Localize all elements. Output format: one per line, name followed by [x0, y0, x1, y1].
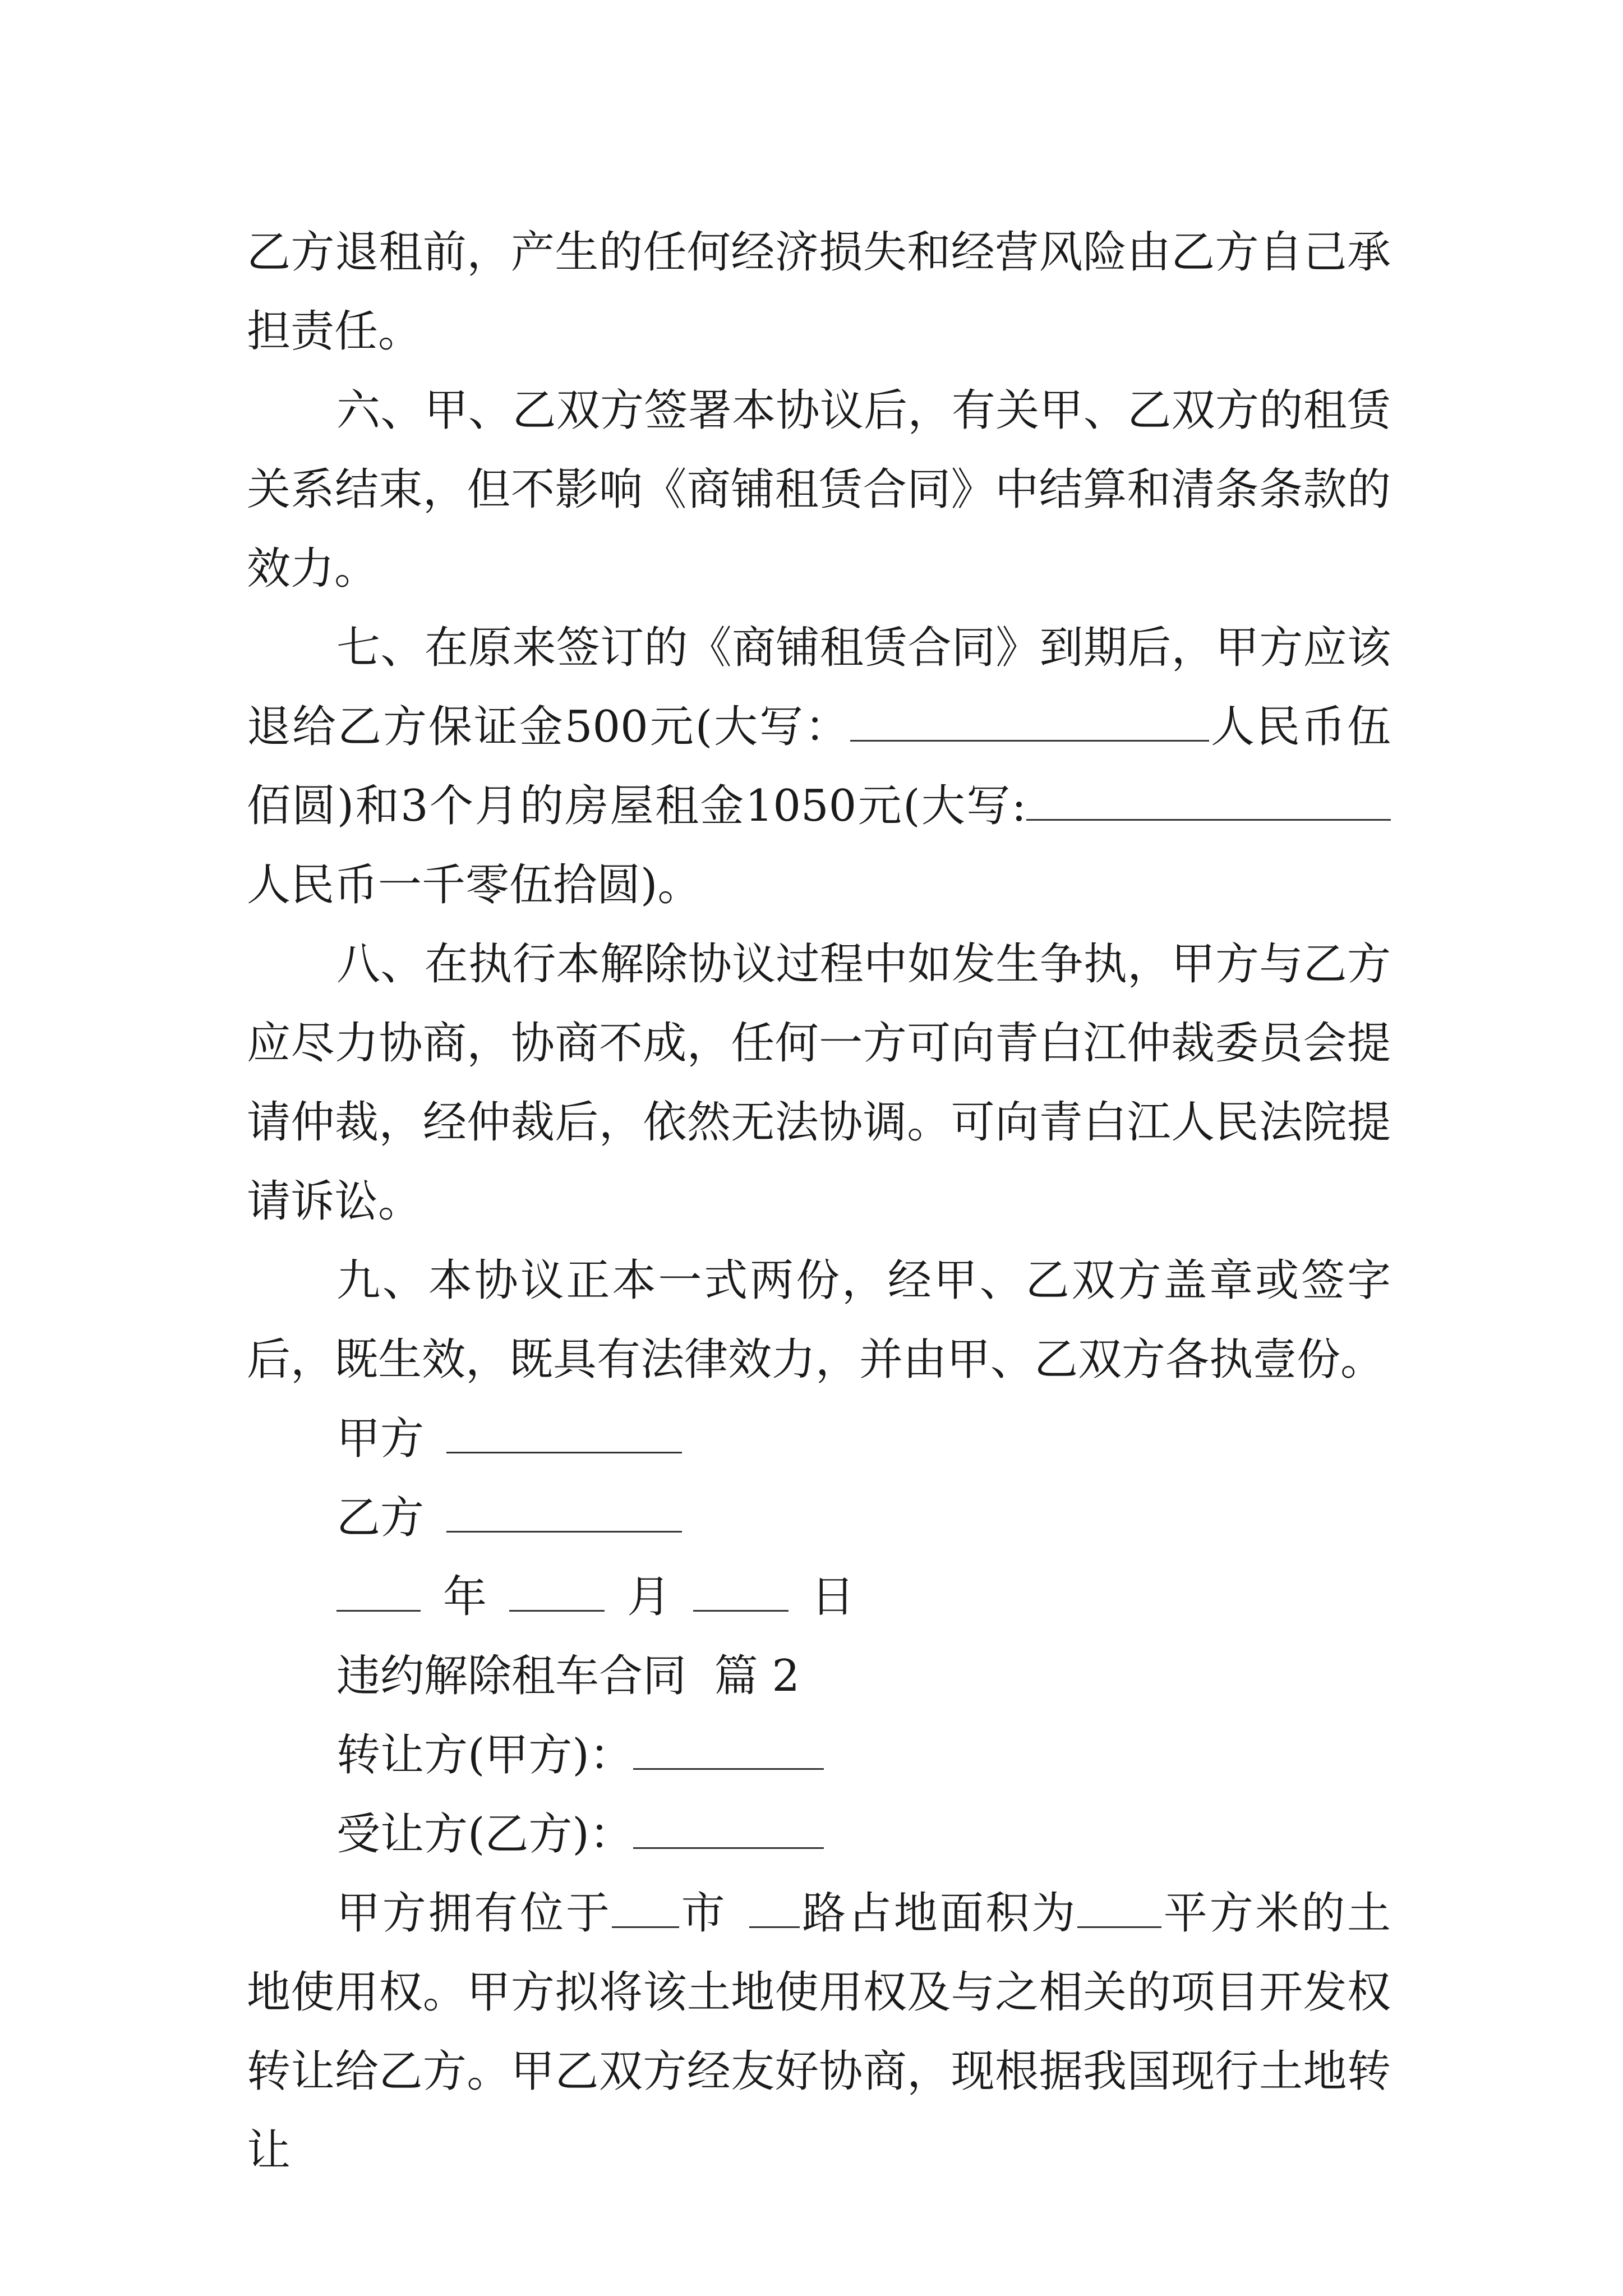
- transferee-line: [247, 1795, 1391, 1874]
- blank-road: [749, 1887, 800, 1928]
- transferee-label: 受让方(乙方)：: [336, 1809, 633, 1860]
- paragraph-clause-9: 九、本协议正本一式两份，经甲、乙双方盖章或签字后，既生效，既具有法律效力，并由甲、乙双方各执壹份。: [247, 1255, 1391, 1385]
- blank-month: [509, 1571, 605, 1612]
- intro-text-a: 甲方拥有位于: [336, 1888, 612, 1939]
- day-label: 日: [811, 1572, 855, 1622]
- blank-party-b: [446, 1492, 682, 1533]
- transferor-label: 转让方(甲方)：: [336, 1730, 633, 1780]
- signature-party-b: [247, 1479, 1391, 1558]
- paragraph-clause-6: 六、甲、乙双方签署本协议后，有关甲、乙双方的租赁关系结束，但不影响《商铺租赁合同》中结算和清条条款的效力。: [247, 385, 1391, 594]
- clause-7-text-b: 人民币伍佰圆)和3个月的房屋租金1050元(大写:: [247, 702, 1391, 831]
- paragraph-clause-7: [247, 609, 1391, 925]
- intro-text-b: 市: [679, 1888, 727, 1939]
- month-label: 月: [627, 1572, 671, 1622]
- intro-text-c: 路占地面积为: [800, 1888, 1077, 1939]
- blank-transferor: [633, 1729, 824, 1770]
- paragraph-section-2-intro: [247, 1874, 1391, 2191]
- blank-deposit-amount: [850, 701, 1209, 742]
- blank-city: [612, 1887, 679, 1928]
- section-2-title: 违约解除租车合同 篇 2: [336, 1651, 800, 1701]
- clause-7-text-a: 七、在原来签订的《商铺租赁合同》到期后，甲方应该退给乙方保证金500元(大写：: [247, 623, 1391, 752]
- intro-text-d: 平方米的土地使用权。甲方拟将该土地使用权及与之相关的项目开发权转让给乙方。甲乙双方经友好协商，现根据我国现行土地转让: [247, 1888, 1391, 2176]
- blank-day: [693, 1571, 789, 1612]
- paragraph-clause-8: 八、在执行本解除协议过程中如发生争执，甲方与乙方应尽力协商，协商不成，任何一方可向青白江仲裁委员会提请仲裁，经仲裁后，依然无法协调。可向青白江人民法院提请诉讼。: [247, 939, 1391, 1227]
- blank-rent-amount: [1026, 780, 1391, 821]
- party-b-label: 乙方: [336, 1493, 425, 1543]
- blank-year: [336, 1571, 421, 1612]
- clause-7-text-c: 人民币一千零伍拾圆)。: [247, 860, 702, 910]
- party-a-label: 甲方: [336, 1414, 425, 1464]
- blank-area: [1077, 1887, 1161, 1928]
- document-page: [247, 213, 1391, 2191]
- transferor-line: [247, 1716, 1391, 1795]
- blank-transferee: [633, 1808, 824, 1849]
- year-label: 年: [443, 1572, 487, 1622]
- blank-party-a: [446, 1412, 682, 1453]
- paragraph-continuation: 乙方退租前，产生的任何经济损失和经营风险由乙方自己承担责任。: [247, 227, 1391, 357]
- signature-party-a: [247, 1400, 1391, 1479]
- signature-date: [247, 1558, 1391, 1637]
